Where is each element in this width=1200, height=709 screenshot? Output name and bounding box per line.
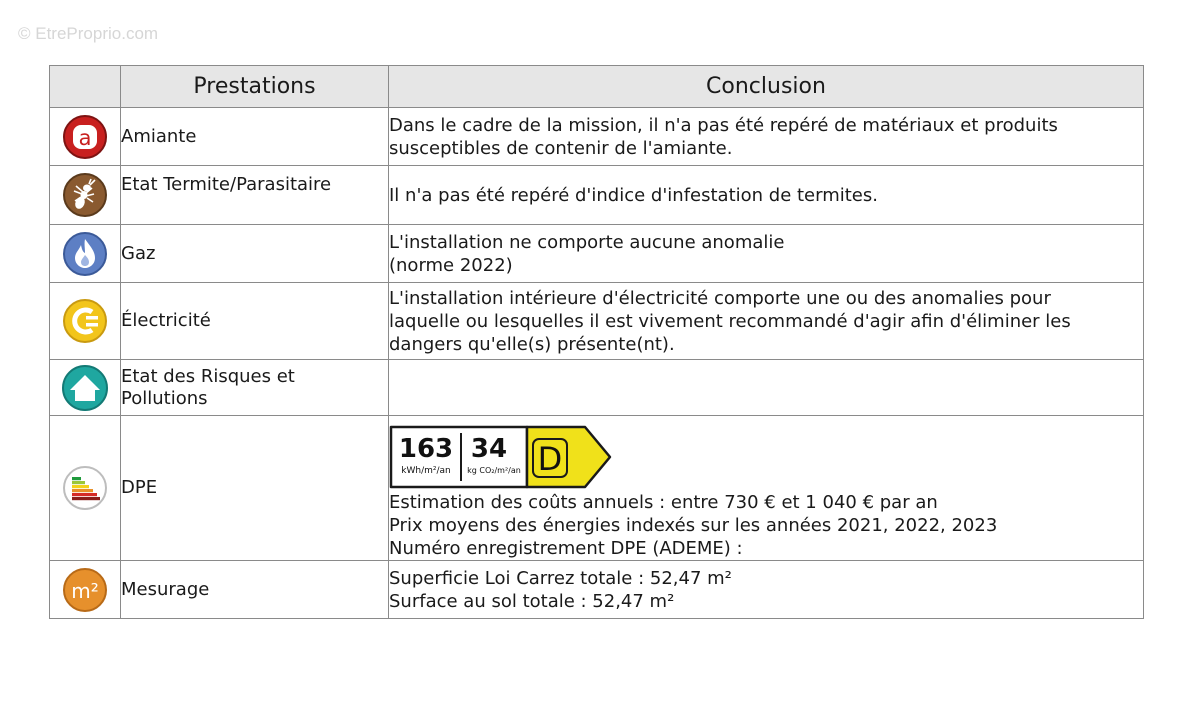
conclusion-text	[389, 416, 1144, 561]
prestation-name: Électricité	[121, 283, 389, 360]
conclusion-text-empty	[389, 360, 1144, 416]
conclusion-text	[389, 561, 1144, 619]
prestation-name: DPE	[121, 416, 389, 561]
icon-cell	[50, 225, 121, 283]
conclusion-line: (norme 2022)	[389, 254, 513, 276]
icon-cell	[50, 561, 121, 619]
electric-plug-icon	[62, 298, 108, 344]
icon-cell	[50, 166, 121, 225]
conclusion-line: Estimation des coûts annuels : entre 730 € et 1 040 € par an	[389, 492, 938, 513]
conclusion-line: Il n'a pas été repéré d'indice d'infestation de termites.	[389, 184, 878, 206]
conclusion-line: Superficie Loi Carrez totale : 52,47 m²	[389, 567, 732, 589]
energy-bars-icon	[62, 465, 108, 511]
prestation-name: Etat Termite/Parasitaire	[121, 166, 389, 225]
icon-cell	[50, 108, 121, 166]
watermark: © EtreProprio.com	[18, 24, 159, 43]
header-icon-cell	[50, 66, 121, 108]
table-row-gaz	[50, 225, 1144, 283]
icon-cell	[50, 283, 121, 360]
conclusion-text	[389, 225, 1144, 283]
icon-cell	[50, 416, 121, 561]
table-row-electricite	[50, 283, 1144, 360]
table-row-risques	[50, 360, 1144, 416]
dpe-energy-unit: kWh/m²/an	[401, 466, 451, 476]
conclusion-line: Surface au sol totale : 52,47 m²	[389, 590, 675, 612]
svg-text:a: a	[78, 125, 92, 150]
dpe-label	[389, 425, 614, 489]
header-prestations: Prestations	[121, 66, 389, 108]
amiante-icon	[62, 114, 108, 160]
house-risk-icon	[60, 365, 110, 411]
dpe-class-letter: D	[537, 440, 563, 478]
prestation-name: Mesurage	[121, 561, 389, 619]
header-conclusion: Conclusion	[389, 66, 1144, 108]
conclusion-line: L'installation ne comporte aucune anomalie	[389, 231, 785, 253]
prestation-name: Amiante	[121, 108, 389, 166]
prestation-name-line: Etat des Risques et	[121, 365, 295, 387]
header-row	[50, 66, 1144, 108]
conclusion-line: L'installation intérieure d'électricité comporte une ou des anomalies pour	[389, 287, 1051, 309]
m2-icon-text: m²	[71, 578, 99, 603]
conclusion-line: susceptibles de contenir de l'amiante.	[389, 137, 733, 159]
termite-icon	[62, 172, 108, 218]
conclusion-line: Prix moyens des énergies indexés sur les années 2021, 2022, 2023	[389, 515, 998, 536]
table-row-dpe	[50, 416, 1144, 561]
table-row-mesurage	[50, 561, 1144, 619]
dpe-ges-value: 34	[470, 434, 508, 464]
gas-flame-icon	[62, 231, 108, 277]
conclusion-line: Dans le cadre de la mission, il n'a pas été repéré de matériaux et produits	[389, 114, 1058, 136]
prestation-name	[121, 360, 389, 416]
prestation-name: Gaz	[121, 225, 389, 283]
conclusion-text	[389, 108, 1144, 166]
table-row-termite	[50, 166, 1144, 225]
table-row-amiante	[50, 108, 1144, 166]
conclusion-line: dangers qu'elle(s) présente(nt).	[389, 333, 675, 355]
conclusion-text	[389, 166, 1144, 225]
diagnostics-table	[49, 65, 1144, 619]
dpe-ges-unit: kg CO₂/m²/an	[467, 466, 521, 475]
conclusion-text	[389, 283, 1144, 360]
icon-cell	[50, 360, 121, 416]
prestation-name-line: Pollutions	[121, 387, 208, 409]
dpe-energy-value: 163	[398, 434, 454, 464]
m2-icon	[62, 567, 108, 613]
conclusion-line: Numéro enregistrement DPE (ADEME) :	[389, 538, 743, 559]
conclusion-line: laquelle ou lesquelles il est vivement recommandé d'agir afin d'éliminer les	[389, 310, 1071, 332]
